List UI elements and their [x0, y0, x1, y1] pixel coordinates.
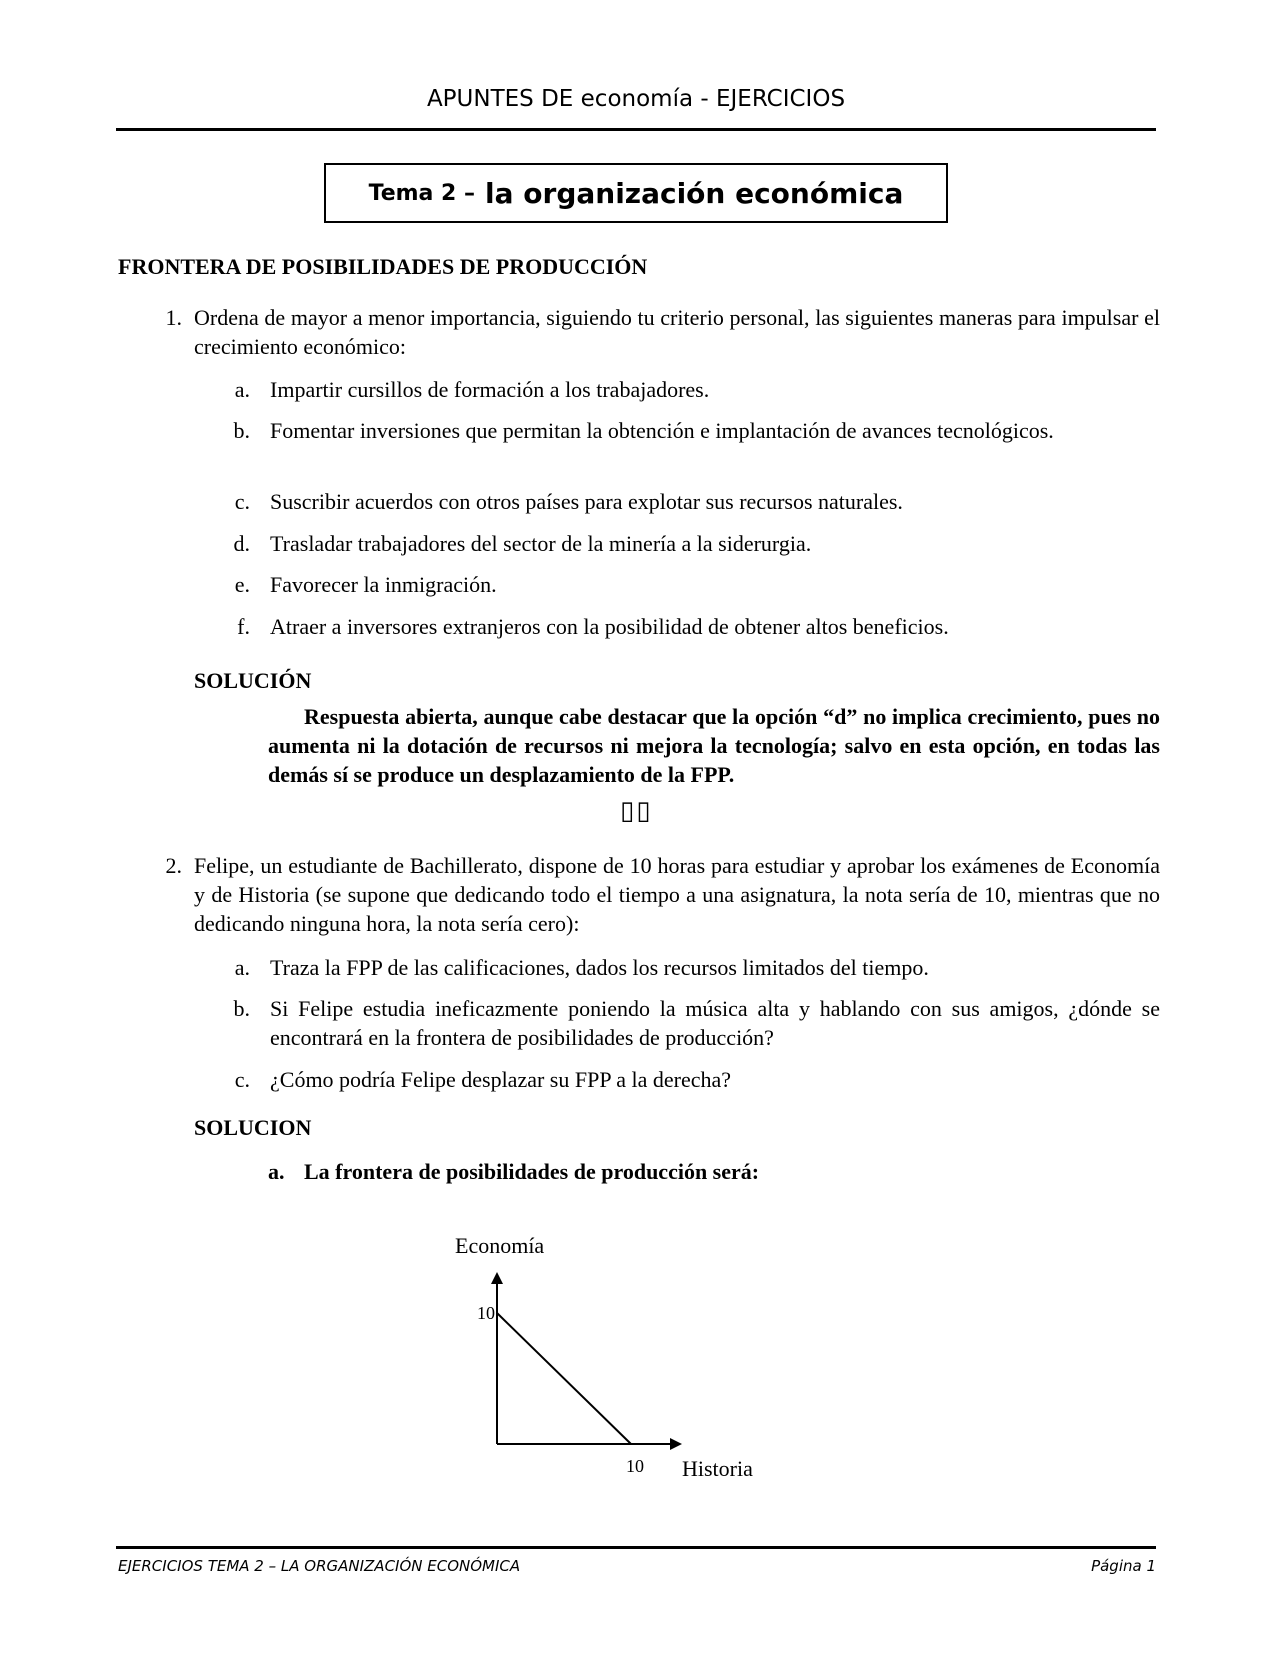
- solution-text: Respuesta abierta, aunque cabe destacar que la opción “d” no implica crecimiento, pues no aumenta ni la dotación de recursos ni mejora la tecnología; salvo en esta opción, en todas las demás sí se produce un desplazamiento de la FPP.: [268, 704, 1160, 787]
- missing-glyph-ornament: ▯▯: [620, 796, 653, 826]
- question-number: 2.: [165, 853, 182, 878]
- item-letter: a.: [234, 955, 250, 980]
- y-axis-arrowhead: [491, 1272, 503, 1284]
- item-letter: b.: [233, 418, 250, 443]
- topic-title: la organización económica: [485, 176, 904, 210]
- question-text: Ordena de mayor a menor importancia, siguiendo tu criterio personal, las siguientes maneras para impulsar el crecimiento económico:: [194, 305, 1160, 359]
- item-text: Atraer a inversores extranjeros con la posibilidad de obtener altos beneficios.: [270, 614, 949, 639]
- fpp-line: [497, 1313, 631, 1444]
- item-text: Si Felipe estudia ineficazmente poniendo la música alta y hablando con sus amigos, ¿dónde se encontrará en la frontera de posibilidades de producción?: [270, 996, 1160, 1050]
- item-text: Suscribir acuerdos con otros países para explotar sus recursos naturales.: [270, 489, 903, 514]
- section-heading: FRONTERA DE POSIBILIDADES DE PRODUCCIÓN: [118, 254, 648, 279]
- item-letter: c.: [234, 489, 250, 514]
- x-tick-label: 10: [626, 1456, 644, 1476]
- x-axis-label: Historia: [682, 1456, 753, 1481]
- solution-heading: SOLUCION: [194, 1115, 312, 1140]
- footer-divider: [116, 1546, 1156, 1549]
- item-letter: f.: [237, 614, 250, 639]
- item-text: Fomentar inversiones que permitan la obtención e implantación de avances tecnológicos.: [270, 418, 1054, 443]
- y-tick-label: 10: [477, 1303, 495, 1323]
- item-text: Impartir cursillos de formación a los trabajadores.: [270, 377, 710, 402]
- topic-number: Tema 2 –: [368, 180, 476, 206]
- solution-item-letter: a.: [268, 1159, 285, 1184]
- page-header-title: APUNTES DE economía - EJERCICIOS: [426, 86, 846, 112]
- item-text: Traza la FPP de las calificaciones, dados los recursos limitados del tiempo.: [270, 955, 929, 980]
- item-letter: b.: [233, 996, 250, 1021]
- solution-heading: SOLUCIÓN: [194, 668, 312, 693]
- question-number: 1.: [165, 305, 182, 330]
- footer-title: EJERCICIOS TEMA 2 – LA ORGANIZACIÓN ECONÓMICA: [118, 1557, 521, 1575]
- item-text: Favorecer la inmigración.: [270, 572, 497, 597]
- item-letter: e.: [234, 572, 250, 597]
- item-letter: c.: [234, 1067, 250, 1092]
- x-axis-arrowhead: [670, 1438, 682, 1450]
- item-letter: a.: [234, 377, 250, 402]
- question-text: Felipe, un estudiante de Bachillerato, dispone de 10 horas para estudiar y aprobar los exámenes de Economía y de Historia (se supone que dedicando todo el tiempo a una asignatura, la nota sería de 10, mientras que no dedicando ninguna hora, la nota sería cero):: [194, 853, 1160, 936]
- item-letter: d.: [233, 531, 250, 556]
- page-number: Página 1: [1091, 1557, 1156, 1575]
- solution-item-text: La frontera de posibilidades de producción será:: [304, 1159, 760, 1184]
- item-text: ¿Cómo podría Felipe desplazar su FPP a la derecha?: [270, 1067, 732, 1092]
- item-text: Trasladar trabajadores del sector de la minería a la siderurgia.: [270, 531, 812, 556]
- y-axis-label: Economía: [455, 1233, 545, 1258]
